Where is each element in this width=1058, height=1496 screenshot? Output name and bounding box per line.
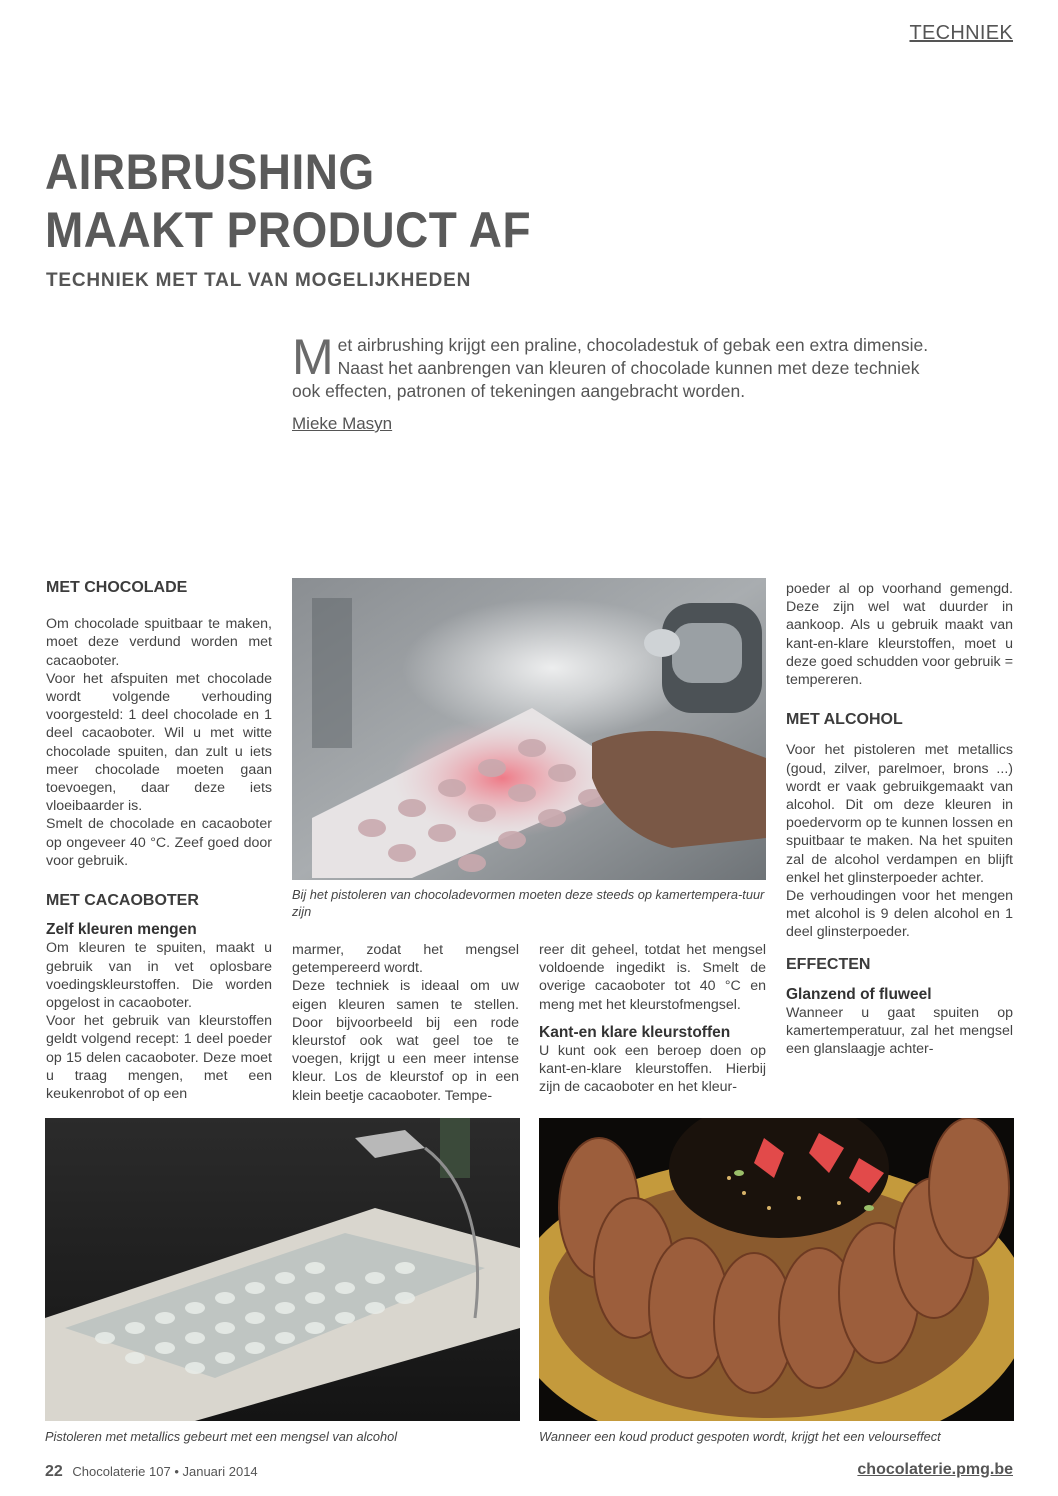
page-number: 22 (45, 1463, 63, 1480)
article-title (45, 143, 531, 259)
paragraph: Om chocolade spuitbaar te maken, moet deze verdund worden met cacaoboter. (46, 616, 272, 669)
paragraph: reer dit geheel, totdat het mengsel voldoende ingedikt is. Smelt de overige cacaoboter tot 40 °C en meng met het kleurstofmengsel. (539, 942, 766, 1013)
intro-text: et airbrushing krijgt een praline, chocoladestuk of gebak een extra dimensie. Naast het aanbrengen van kleuren of chocolade kunnen met deze techniek ook effecten, patronen of tekeningen aangebracht worden. (292, 335, 929, 401)
paragraph: Voor het pistoleren met metallics (goud, zilver, parelmoer, brons ...) wordt er vaak gebruikgemaakt van alcohol. Dit om deze kleuren in poedervorm op te kunnen lossen en spuitbaar te maken. Na het spuiten zal de alcohol verdampen en blijft enkel het glinsterpoeder achter. (786, 742, 1013, 886)
column-1-lower (46, 892, 272, 1103)
paragraph: marmer, zodat het mengsel getempereerd wordt. (292, 942, 519, 977)
subheading-zelf-kleuren: Zelf kleuren mengen (46, 921, 197, 939)
issue-label: Chocolaterie 107 • Januari 2014 (72, 1464, 258, 1479)
heading-met-alcohol: MET ALCOHOL (786, 711, 903, 729)
subheading-kant-en-klare: Kant-en klare kleurstoffen (539, 1023, 731, 1041)
heading-effecten: EFFECTEN (786, 955, 871, 973)
photo-velvet-cake (539, 1118, 1014, 1421)
article-intro (292, 329, 932, 403)
paragraph: Voor het afspuiten met chocolade wordt volgende verhouding voorgesteld: 1 deel chocolade en 1 deel cacaoboter. Wil u met witte chocolade spuiten, dan zult u iets meer chocolade moeten gaan toevoegen, daar deze iets vloeibaarder is. (46, 670, 272, 815)
paragraph: Voor het gebruik van kleurstoffen geldt volgend recept: 1 deel poeder op 15 delen cacaoboter. Deze moet u traag mengen, met een keukenrobot of op een (46, 1013, 272, 1103)
title-line-2: MAAKT PRODUCT AF (45, 202, 532, 258)
paragraph: Smelt de chocolade en cacaoboter op ongeveer 40 °C. Zeef goed door voor gebruik. (46, 816, 272, 869)
column-1 (46, 579, 272, 870)
photo-airbrushing-mould (292, 578, 766, 880)
title-line-1: AIRBRUSHING (45, 144, 375, 200)
column-4 (786, 580, 1013, 1059)
caption-top-photo: Bij het pistoleren van chocoladevormen moeten deze steeds op kamertempera-tuur zijn (292, 887, 765, 919)
footer-website-link[interactable]: chocolaterie.pmg.be (857, 1461, 1013, 1478)
paragraph: Om kleuren te spuiten, maakt u gebruik van in vet oplosbare voedingskleurstoffen. Die worden opgelost in cacaoboter. (46, 940, 272, 1012)
subheading-glanzend: Glanzend of fluweel (786, 985, 932, 1003)
section-label: TECHNIEK (909, 22, 1013, 44)
caption-bottom-left-photo: Pistoleren met metallics gebeurt met een mengsel van alcohol (45, 1429, 398, 1444)
author-byline: Mieke Masyn (292, 414, 393, 433)
paragraph: Deze techniek is ideaal om uw eigen kleuren samen te stellen. Door bijvoorbeeld bij een rode kleurstof ook wat geel toe te voegen, krijgt u een meer intense kleur. Los de kleurstof op in een klein beetje cacaoboter. Tempe- (292, 978, 519, 1104)
intro-dropcap: M (292, 329, 334, 385)
article-subtitle: TECHNIEK MET TAL VAN MOGELIJKHEDEN (46, 270, 472, 291)
paragraph: De verhoudingen voor het mengen met alcohol is 9 delen alcohol en 1 deel glinsterpoeder. (786, 888, 1013, 941)
paragraph: poeder al op voorhand gemengd. Deze zijn wel wat duurder in aankoop. Als u gebruik maakt van kant-en-klare kleurstoffen, moet u deze goed schudden voor gebruik = tempereren. (786, 581, 1013, 689)
photo-metallic-moulds (45, 1118, 520, 1421)
paragraph: U kunt ook een beroep doen op kant-en-klare kleurstoffen. Hierbij zijn de cacaoboter en het kleur- (539, 1043, 766, 1096)
column-3 (539, 941, 766, 1097)
heading-met-cacaoboter: MET CACAOBOTER (46, 892, 199, 909)
column-2 (292, 941, 519, 1105)
heading-met-chocolade: MET CHOCOLADE (46, 579, 188, 596)
caption-bottom-right-photo: Wanneer een koud product gespoten wordt, krijgt het een velourseffect (539, 1429, 941, 1444)
paragraph: Wanneer u gaat spuiten op kamertemperatuur, zal het mengsel een glanslaagje achter- (786, 1005, 1013, 1058)
footer-issue-info (45, 1463, 258, 1481)
